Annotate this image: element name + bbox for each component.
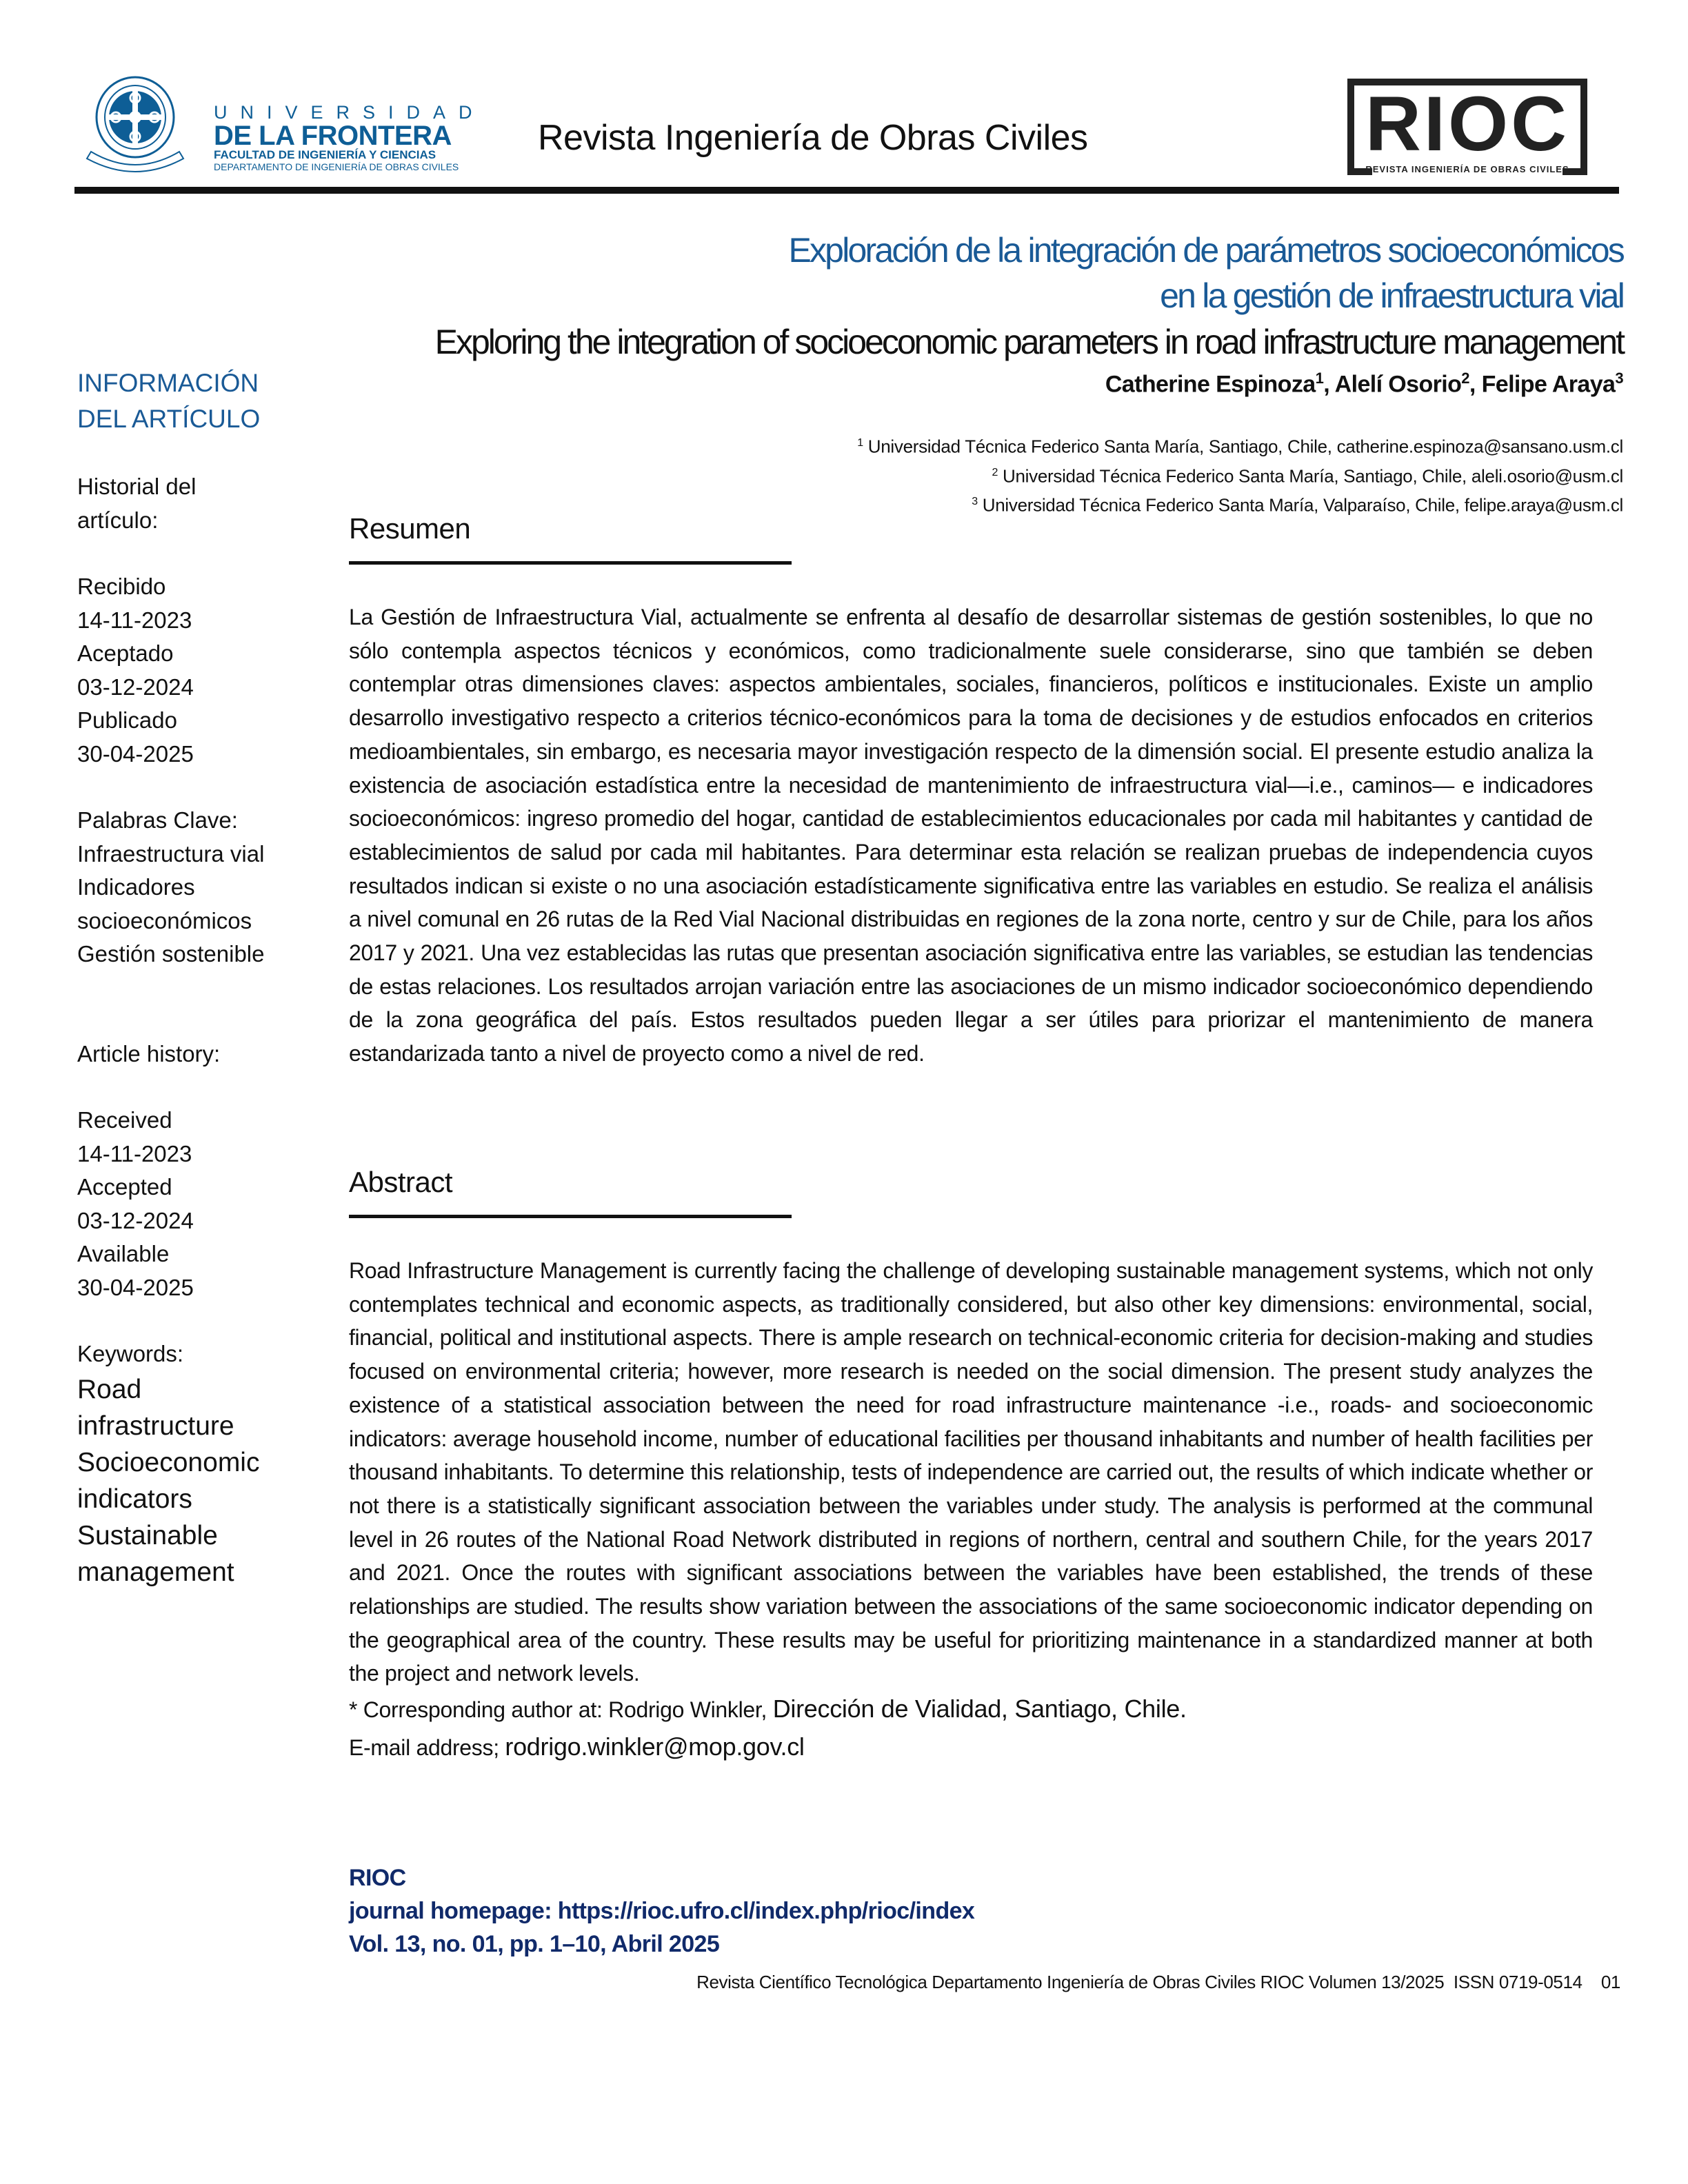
affiliation-list (857, 430, 1623, 518)
abstract-heading: Abstract (349, 1166, 453, 1198)
journal-name: Revista Ingeniería de Obras Civiles (538, 118, 1088, 158)
journal-abbrev: RIOC (349, 1865, 406, 1891)
keywords-label-es: Palabras Clave: (77, 807, 238, 833)
corresponding-author (349, 1690, 1593, 1728)
affil-marker: 2 (992, 466, 998, 478)
received-label-en: Received (77, 1107, 172, 1133)
faculty-name: FACULTAD DE INGENIERÍA Y CIENCIAS (214, 148, 436, 161)
title-spanish-line2: en la gestión de infraestructura vial (1160, 276, 1623, 315)
article-info-sidebar (77, 365, 312, 1590)
university-logo (83, 74, 485, 178)
history-label-es: artículo: (77, 507, 159, 533)
resumen-heading: Resumen (349, 512, 471, 545)
university-wordmark (214, 102, 485, 172)
history-label-en: Article history: (77, 1040, 221, 1066)
corresponding-prefix: * Corresponding author at: Rodrigo Winkler, (349, 1697, 773, 1723)
title-english: Exploring the integration of socioeconomic parameters in road infrastructure management (434, 323, 1623, 361)
keyword-en: management (77, 1557, 234, 1587)
author-affil-marker: 2 (1461, 370, 1469, 387)
keyword-en: Road (77, 1374, 142, 1404)
resumen-text: La Gestión de Infraestructura Vial, actualmente se enfrenta al desafío de desarrollar sistemas de gestión sostenibles, lo que no sólo contempla aspectos técnicos y económicos, como tradicionalmente suele considerarse, sino que también se deben contemplar otras dimensiones claves: aspectos ambientales, sociales, financieros, políticos e institucionales. Existe un amplio desarrollo investigativo respecto a criterios técnico-económicos para la toma de decisiones y de estudios enfocados en criterios medioambientales, sin embargo, es necesaria mayor investigación respecto de la dimensión social. El presente estudio analiza la existencia de asociación estadística entre la necesidad de mantenimiento de infraestructura vial—i.e., caminos— e indicadores socioeconómicos: ingreso promedio del hogar, cantidad de establecimientos educacionales por cada mil habitantes y cantidad de establecimientos de salud por cada mil habitantes. Para determinar esta relación se realizan pruebas de independencia cuyos resultados indican si existe o no una asociación estadísticamente significativa entre las variables en estudio. Se realiza el análisis a nivel comunal en 26 rutas de la Red Vial Nacional distribuidas en regiones de la zona norte, centro y sur de Chile, para los años 2017 y 2021. Una vez establecidas las rutas que presentan asociación significativa entre las variables, se estudian las tendencias de estas relaciones. Los resultados arrojan variación entre las asociaciones de un mismo indicador socioeconómico dependiendo de la zona geográfica del país. Estos resultados pueden llegar a ser útiles para priorizar el mantenimiento de manera estandarizada tanto a nivel de proyecto como a nivel de red. (349, 605, 1593, 1066)
department-name: DEPARTAMENTO DE INGENIERÍA DE OBRAS CIVILES (214, 161, 459, 172)
affiliation-item (857, 460, 1623, 489)
journal-volume: Vol. 13, no. 01, pp. 1–10, Abril 2025 (349, 1931, 720, 1957)
author-affil-marker: 3 (1615, 370, 1623, 387)
resumen-section (349, 512, 1593, 1071)
author-affil-marker: 1 (1315, 370, 1324, 387)
affiliation-text: Universidad Técnica Federico Santa María, Santiago, Chile, catherine.espinoza@sansano.usm.cl (867, 436, 1623, 457)
keyword-es: Indicadores (77, 874, 195, 900)
received-label-es: Recibido (77, 574, 166, 599)
author-name: Felipe Araya (1481, 371, 1616, 398)
university-line2: DE LA FRONTERA (214, 121, 452, 151)
keyword-es: Infraestructura vial (77, 840, 265, 867)
corresponding-email-link[interactable]: rodrigo.winkler@mop.gov.cl (505, 1732, 805, 1761)
keyword-en: Sustainable (77, 1520, 218, 1550)
keyword-es: socioeconómicos (77, 907, 252, 933)
author-name: Alelí Osorio (1334, 371, 1462, 398)
article-info-title: INFORMACIÓN (77, 369, 259, 397)
affil-marker: 1 (857, 437, 863, 449)
received-date: 14-11-2023 (77, 607, 192, 633)
author-name: Catherine Espinoza (1105, 371, 1316, 398)
university-line1: UNIVERSIDAD (214, 102, 485, 123)
article-info-title: DEL ARTÍCULO (77, 405, 261, 433)
university-seal-icon (83, 74, 186, 178)
rioc-logo-icon (1343, 74, 1591, 178)
affiliation-text: Universidad Técnica Federico Santa María, Santiago, Chile, aleli.osorio@usm.cl (1003, 465, 1623, 487)
received-date: 14-11-2023 (77, 1140, 192, 1166)
keyword-en: infrastructure (77, 1410, 234, 1441)
published-label-es: Publicado (77, 707, 177, 733)
keyword-en: Socioeconomic (77, 1447, 260, 1477)
accepted-label-es: Aceptado (77, 640, 174, 666)
accepted-label-en: Accepted (77, 1174, 172, 1200)
keyword-en: indicators (77, 1484, 192, 1514)
journal-info (349, 1861, 974, 1961)
affiliation-item (857, 430, 1623, 460)
page-footer: Revista Científico Tecnológica Departamento Ingeniería de Obras Civiles RIOC Volumen 13/2025 ISSN 0719-0514 01 (696, 1972, 1620, 1992)
affil-marker: 3 (972, 496, 978, 508)
header-divider (74, 187, 1619, 194)
svg-text:REVISTA INGENIERÍA DE OBRAS CI: REVISTA INGENIERÍA DE OBRAS CIVILES (1365, 164, 1569, 174)
abstract-text: Road Infrastructure Management is currently facing the challenge of developing sustainable management systems, which not only contemplates technical and economic aspects, as traditionally considered, but also other key dimensions: environmental, social, financial, political and institutional aspects. There is ample research on technical-economic criteria for decision-making and studies focused on environmental criteria; however, more research is needed on the social dimension. The present study analyzes the existence of a statistical association between the need for road infrastructure maintenance -i.e., roads- and socioeconomic indicators: average household income, number of educational facilities per thousand inhabitants and number of health facilities per thousand inhabitants. To determine this relationship, tests of independence are carried out, the results of which indicate whether or not there is a statistically significant association between the variables under study. The analysis is performed at the communal level in 26 routes of the National Road Network distributed in regions of northern, central and southern Chile, for the years 2017 and 2021. Once the routes with significant associations between the variables have been established, the trends of these relationships are studied. The results show variation between the associations of the same socioeconomic indicator depending on the geographical area of the country. These results may be useful for prioritizing maintenance in a standardized manner at both the project and network levels. (349, 1258, 1593, 1686)
available-date: 30-04-2025 (77, 1274, 194, 1300)
affiliation-text: Universidad Técnica Federico Santa María, Valparaíso, Chile, felipe.araya@usm.cl (982, 494, 1623, 516)
title-spanish-line1: Exploración de la integración de parámetros socioeconómicos (788, 231, 1623, 270)
accepted-date: 03-12-2024 (77, 674, 194, 700)
svg-text:RIOC: RIOC (1365, 81, 1569, 167)
title-spanish (788, 228, 1623, 318)
journal-homepage-link[interactable]: journal homepage: https://rioc.ufro.cl/index.php/rioc/index (349, 1898, 975, 1924)
email-label: E-mail address; (349, 1735, 505, 1761)
abstract-section (349, 1165, 1593, 1766)
page-header (74, 62, 1619, 193)
available-label-en: Available (77, 1241, 170, 1266)
history-label-es: Historial del (77, 474, 197, 499)
resumen-underline (349, 561, 792, 565)
keywords-label-en: Keywords: (77, 1341, 184, 1366)
keyword-es: Gestión sostenible (77, 941, 265, 967)
author-list: Catherine Espinoza$^1$, Alelí Osorio$^2$, Felipe Araya$^3$ (1105, 370, 1623, 398)
abstract-underline (349, 1215, 792, 1218)
published-date: 30-04-2025 (77, 740, 194, 767)
corresponding-affiliation: Dirección de Vialidad, Santiago, Chile. (772, 1695, 1187, 1723)
accepted-date: 03-12-2024 (77, 1207, 194, 1233)
corresponding-email-row (349, 1728, 1593, 1766)
